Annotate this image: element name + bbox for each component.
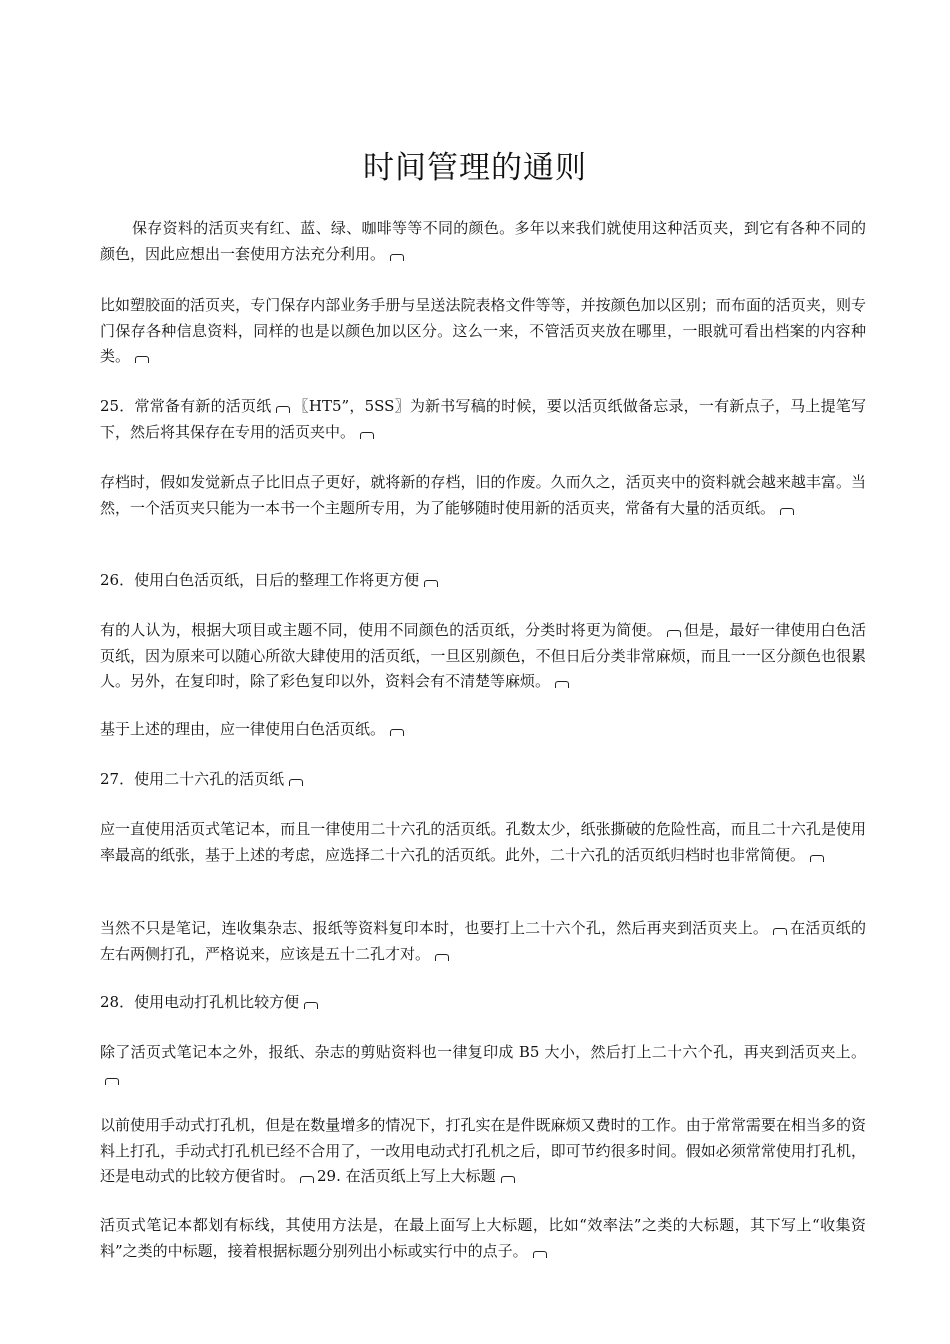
paragraph-text: 当然不只是笔记，连收集杂志、报纸等资料复印本时，也要打上二十六个孔，然后再夹到活页夹上。 <box>100 919 769 937</box>
paragraph-mark-icon <box>304 1002 318 1009</box>
paragraph-clippings <box>100 1040 866 1091</box>
section-26-heading <box>100 568 866 594</box>
paragraph-text: 比如塑胶面的活页夹，专门保存内部业务手册与呈送法院表格文件等等，并按颜色加以区别；而布面的活页夹，则专门保存各种信息资料，同样的也是以颜色加以区分。这么一来，不管活页夹放在哪里，一眼就可看出档案的内容种类。 <box>100 296 866 365</box>
paragraph-text: 有的人认为，根据大项目或主题不同，使用不同颜色的活页纸，分类时将更为简便。 <box>100 621 662 639</box>
paragraph-mark-icon <box>105 1078 119 1085</box>
paragraph-text: 活页式笔记本都划有标线，其使用方法是，在最上面写上大标题，比如“效率法”之类的大标题，其下写上“收集资料”之类的中标题，接着根据标题分别列出小标或实行中的点子。 <box>100 1216 866 1260</box>
paragraph-text: 但是，最好一律使用白色活页纸，因为原来可以随心所欲大肆使用的活页纸，一旦区别颜色，不但日后分类非常麻烦，而且一一区分颜色也很累人。另外，在复印时，除了彩色复印以外，资料会有不清楚等麻烦。 <box>100 621 866 690</box>
paragraph-mark-icon <box>667 630 681 637</box>
paragraph-binder-colors <box>100 216 866 267</box>
section-25-heading: 25．常常备有新的活页纸 <box>100 397 272 415</box>
paragraph-26-holes <box>100 817 866 868</box>
paragraph-mark-icon <box>276 406 290 413</box>
paragraph-mark-icon <box>300 1176 314 1183</box>
paragraph-mark-icon <box>424 580 438 587</box>
paragraph-electric-punch <box>100 1113 866 1190</box>
paragraph-text: 应一直使用活页式笔记本，而且一律使用二十六孔的活页纸。孔数太少，纸张撕破的危险性高，而且二十六孔是使用率最高的纸张，基于上述的考虑，应选择二十六孔的活页纸。此外，二十六孔的活页纸归档时也非常简便。 <box>100 820 866 864</box>
paragraph-mark-icon <box>773 928 787 935</box>
paragraph-text: 除了活页式笔记本之外，报纸、杂志的剪贴资料也一律复印成 B5 大小，然后打上二十六个孔，再夹到活页夹上。 <box>100 1043 866 1061</box>
paragraph-text: 〖HT5”，5SS〗为新书写稿的时候，要以活页纸做备忘录，一有新点子，马上提笔写下，然后将其保存在专用的活页夹中。 <box>100 397 867 441</box>
paragraph-text: 保存资料的活页夹有红、蓝、绿、咖啡等等不同的颜色。多年以来我们就使用这种活页夹，到它有各种不同的颜色，因此应想出一套使用方法充分利用。 <box>100 219 866 263</box>
paragraph-mark-icon <box>501 1176 515 1183</box>
page-title: 时间管理的通则 <box>363 150 587 186</box>
paragraph-mark-icon <box>390 254 404 261</box>
heading-text: 27．使用二十六孔的活页纸 <box>100 770 285 788</box>
paragraph-white-paper <box>100 618 866 695</box>
section-28-heading <box>100 990 866 1016</box>
paragraph-mark-icon <box>135 356 149 363</box>
paragraph-headings-usage <box>100 1213 866 1264</box>
paragraph-archiving <box>100 470 866 521</box>
paragraph-mark-icon <box>810 855 824 862</box>
paragraph-mark-icon <box>289 779 303 786</box>
heading-text: 28．使用电动打孔机比较方便 <box>100 993 300 1011</box>
paragraph-mark-icon <box>435 954 449 961</box>
heading-text: 26．使用白色活页纸，日后的整理工作将更方便 <box>100 571 420 589</box>
paragraph-white-paper-conclusion <box>100 717 866 743</box>
paragraph-mark-icon <box>780 508 794 515</box>
paragraph-text: 存档时，假如发觉新点子比旧点子更好，就将新的存档，旧的作废。久而久之，活页夹中的资料就会越来越丰富。当然，一个活页夹只能为一本书一个主题所专用，为了能够随时使用新的活页夹，常备有大量的活页纸。 <box>100 473 866 517</box>
paragraph-mark-icon <box>360 432 374 439</box>
paragraph-binder-materials <box>100 293 866 370</box>
paragraph-text: 基于上述的理由，应一律使用白色活页纸。 <box>100 720 386 738</box>
section-25-paragraph <box>100 394 866 445</box>
paragraph-mark-icon <box>533 1251 547 1258</box>
section-29-heading: 29. 在活页纸上写上大标题 <box>317 1167 496 1185</box>
section-27-heading <box>100 767 866 793</box>
paragraph-text: 在活页纸的左右两侧打孔，严格说来，应该是五十二孔才对。 <box>100 919 866 963</box>
paragraph-copies <box>100 916 866 967</box>
paragraph-mark-icon <box>390 729 404 736</box>
paragraph-text: 以前使用手动式打孔机，但是在数量增多的情况下，打孔实在是件既麻烦又费时的工作。由于常常需要在相当多的资料上打孔，手动式打孔机已经不合用了，一改用电动式打孔机之后，即可节约很多时间。假如必须常常使用打孔机，还是电动式的比较方便省时。 <box>100 1116 866 1185</box>
paragraph-mark-icon <box>555 681 569 688</box>
